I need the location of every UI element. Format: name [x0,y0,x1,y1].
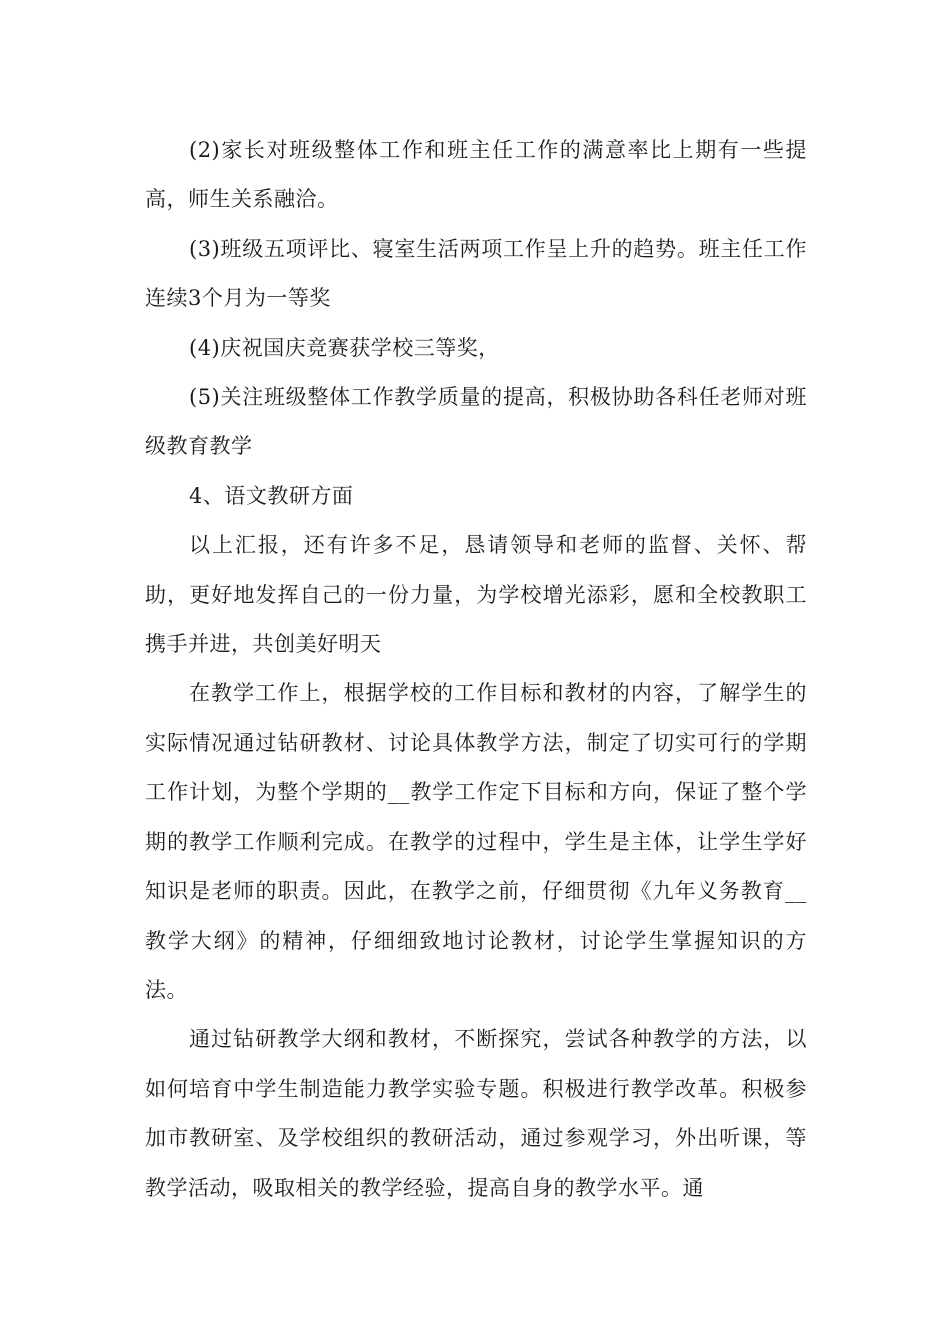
document-body [145,126,807,1213]
paragraph-teaching-work: 在教学工作上，根据学校的工作目标和教材的内容，了解学生的实际情况通过钻研教材、讨论具体教学方法，制定了切实可行的学期工作计划，为整个学期的__教学工作定下目标和方向，保证了整个学期的教学工作顺利完成。在教学的过程中，学生是主体，让学生学好知识是老师的职责。因此，在教学之前，仔细贯彻《九年义务教育__教学大纲》的精神，仔细细致地讨论教材，讨论学生掌握知识的方法。 [145,681,807,1002]
paragraph-teaching-research: 通过钻研教学大纲和教材，不断探究，尝试各种教学的方法，以如何培育中学生制造能力教学实验专题。积极进行教学改革。积极参加市教研室、及学校组织的教研活动，通过参观学习，外出听课，等教学活动，吸取相关的教学经验，提高自身的教学水平。通 [145,1027,807,1200]
section-heading-chinese-research: 4、语文教研方面 [189,483,354,508]
paragraph-parent-satisfaction: (2)家长对班级整体工作和班主任工作的满意率比上期有一些提高，师生关系融洽。 [145,138,807,212]
paragraph-class-evaluation: (3)班级五项评比、寝室生活两项工作呈上升的趋势。班主任工作连续3个月为一等奖 [145,236,807,311]
paragraph-teaching-quality: (5)关注班级整体工作教学质量的提高，积极协助各科任老师对班级教育教学 [145,385,807,459]
paragraph-national-day-award: (4)庆祝国庆竞赛获学校三等奖， [189,335,500,360]
paragraph-summary: 以上汇报，还有许多不足，恳请领导和老师的监督、关怀、帮助，更好地发挥自己的一份力量，为学校增光添彩，愿和全校教职工携手并进，共创美好明天 [145,533,807,657]
